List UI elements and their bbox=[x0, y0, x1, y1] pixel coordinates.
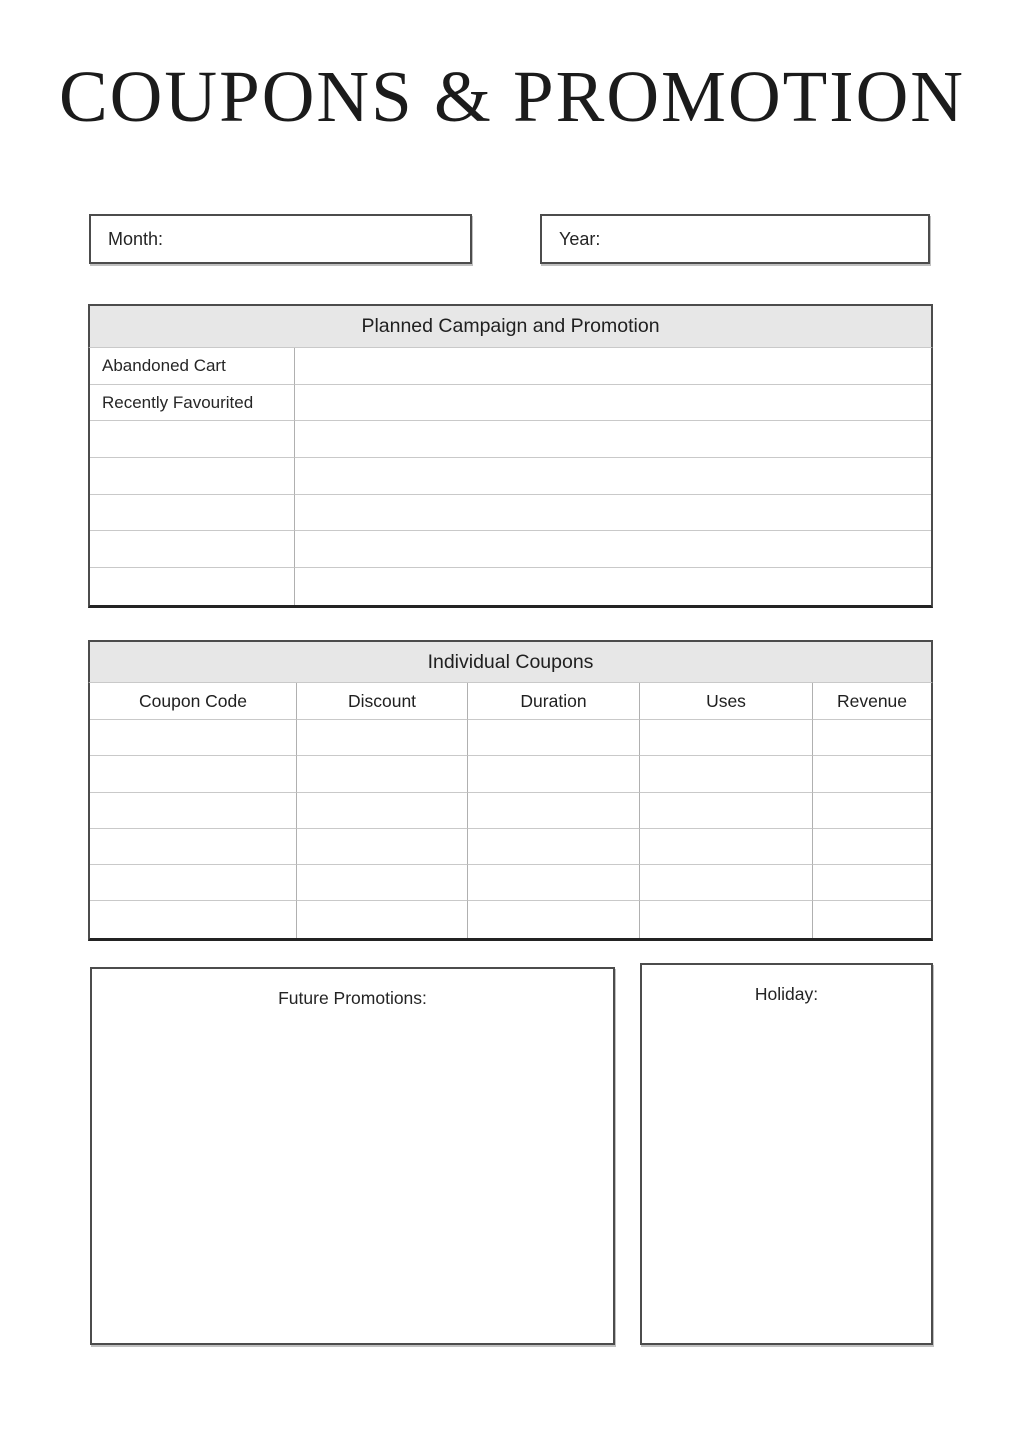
coupon-cell[interactable] bbox=[297, 829, 468, 865]
column-header-revenue: Revenue bbox=[813, 683, 931, 720]
coupon-cell[interactable] bbox=[90, 756, 297, 792]
campaign-row-label[interactable] bbox=[90, 495, 295, 532]
coupon-cell[interactable] bbox=[468, 865, 640, 901]
coupon-cell[interactable] bbox=[813, 756, 931, 792]
campaign-row-value-cell[interactable] bbox=[295, 421, 931, 458]
campaign-row-label[interactable] bbox=[90, 531, 295, 568]
coupon-cell[interactable] bbox=[813, 720, 931, 756]
coupon-cell[interactable] bbox=[468, 720, 640, 756]
future-promotions-box[interactable] bbox=[90, 967, 615, 1345]
coupon-cell[interactable] bbox=[297, 720, 468, 756]
campaign-row-label[interactable] bbox=[90, 421, 295, 458]
coupon-cell[interactable] bbox=[468, 756, 640, 792]
holiday-label: Holiday: bbox=[754, 984, 819, 1004]
coupon-cell[interactable] bbox=[640, 793, 813, 829]
coupon-cell[interactable] bbox=[468, 901, 640, 937]
coupon-cell[interactable] bbox=[640, 756, 813, 792]
coupon-cell[interactable] bbox=[640, 865, 813, 901]
campaign-row-value-cell[interactable] bbox=[295, 531, 931, 568]
coupons-table-body bbox=[88, 682, 933, 941]
campaign-row-value-cell[interactable] bbox=[295, 495, 931, 532]
coupons-table bbox=[88, 640, 933, 941]
campaign-row-label[interactable] bbox=[90, 458, 295, 495]
coupon-cell[interactable] bbox=[90, 793, 297, 829]
year-field[interactable] bbox=[540, 214, 930, 264]
coupon-cell[interactable] bbox=[297, 793, 468, 829]
campaign-table-title: Planned Campaign and Promotion bbox=[88, 304, 933, 347]
campaign-row-value-cell[interactable] bbox=[295, 385, 931, 422]
campaign-table-body bbox=[88, 347, 933, 608]
coupon-cell[interactable] bbox=[297, 865, 468, 901]
coupon-cell[interactable] bbox=[640, 720, 813, 756]
coupon-cell[interactable] bbox=[468, 829, 640, 865]
coupon-cell[interactable] bbox=[90, 720, 297, 756]
campaign-row-value-cell[interactable] bbox=[295, 348, 931, 385]
coupon-cell[interactable] bbox=[90, 901, 297, 937]
column-header-coupon-code: Coupon Code bbox=[90, 683, 297, 720]
holiday-box[interactable] bbox=[640, 963, 933, 1345]
campaign-row-value-cell[interactable] bbox=[295, 568, 931, 605]
coupon-cell[interactable] bbox=[813, 829, 931, 865]
coupon-cell[interactable] bbox=[90, 865, 297, 901]
year-label: Year: bbox=[559, 228, 601, 249]
campaign-row-label[interactable] bbox=[90, 568, 295, 605]
column-header-duration: Duration bbox=[468, 683, 640, 720]
month-label: Month: bbox=[108, 228, 164, 249]
campaign-table bbox=[88, 304, 933, 608]
coupon-cell[interactable] bbox=[813, 901, 931, 937]
coupon-cell[interactable] bbox=[297, 901, 468, 937]
coupon-cell[interactable] bbox=[90, 829, 297, 865]
coupon-cell[interactable] bbox=[640, 901, 813, 937]
coupon-cell[interactable] bbox=[468, 793, 640, 829]
month-field[interactable] bbox=[89, 214, 472, 264]
coupons-table-title: Individual Coupons bbox=[88, 640, 933, 682]
campaign-row-label: Recently Favourited bbox=[90, 385, 295, 422]
coupon-cell[interactable] bbox=[813, 793, 931, 829]
page-title: COUPONS & PROMOTION bbox=[58, 56, 965, 137]
campaign-row-value-cell[interactable] bbox=[295, 458, 931, 495]
column-header-discount: Discount bbox=[297, 683, 468, 720]
coupon-cell[interactable] bbox=[297, 756, 468, 792]
coupon-cell[interactable] bbox=[813, 865, 931, 901]
coupon-cell[interactable] bbox=[640, 829, 813, 865]
column-header-uses: Uses bbox=[640, 683, 813, 720]
future-promotions-label: Future Promotions: bbox=[278, 988, 427, 1008]
campaign-row-label: Abandoned Cart bbox=[90, 348, 295, 385]
